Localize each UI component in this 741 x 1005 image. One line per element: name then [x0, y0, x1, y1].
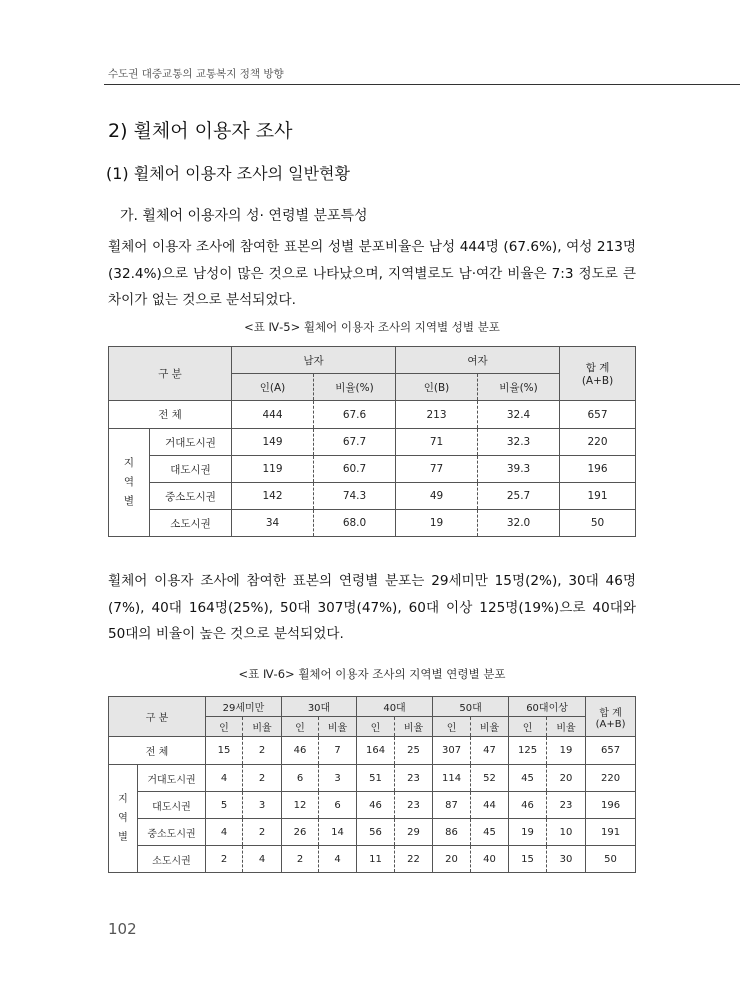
total-header: [586, 697, 636, 737]
table-cell: 4: [206, 765, 243, 792]
table-cell: 5: [206, 792, 243, 819]
table-cell: 87: [433, 792, 471, 819]
page-number: 102: [108, 920, 137, 938]
region-group-label: [109, 765, 138, 873]
paragraph-gender: 휠체어 이용자 조사에 참여한 표본의 성별 분포비율은 남성 444명 (67.6%), 여성 213명 (32.4%)으로 남성이 많은 것으로 나타났으며, 지역별로도 남·여간 비율은 7:3 정도로 큰 차이가 없는 것으로 분석되었다.: [108, 239, 636, 308]
row-label: 전 체: [109, 737, 206, 765]
table-cell: 196: [586, 792, 636, 819]
col-group-header: 구 분: [109, 697, 206, 737]
table-cell: 40: [471, 846, 509, 873]
subsection-title: (1) 휠체어 이용자 조사의 일반현황: [106, 164, 350, 183]
col-group-header: 구 분: [109, 347, 232, 401]
table-cell: 15: [509, 846, 547, 873]
total-header-line1: 합 계: [599, 707, 622, 719]
table-cell: 29: [395, 819, 433, 846]
table-cell: 149: [232, 429, 314, 456]
table-cell: 45: [509, 765, 547, 792]
age-distribution-table: [108, 696, 636, 873]
section-title: 2) 휠체어 이용자 조사: [108, 120, 293, 142]
table-cell: 2: [243, 819, 282, 846]
table-cell: 20: [433, 846, 471, 873]
table-cell: 45: [471, 819, 509, 846]
row-label: 대도시권: [138, 792, 206, 819]
female-header: 여자: [396, 347, 560, 374]
table-row: [109, 819, 636, 846]
running-head: 수도권 대중교통의 교통복지 정책 방향: [108, 68, 284, 80]
table-cell: 32.4: [478, 401, 560, 429]
table-cell: 7: [319, 737, 357, 765]
paragraph-age: 휠체어 이용자 조사에 참여한 표본의 연령별 분포는 29세미만 15명(2%), 30대 46명(7%), 40대 164명(25%), 50대 307명(47%), 60대 이상 125명(19%)으로 40대와 50대의 비율이 높은 것으로 분석되었다.: [108, 573, 636, 642]
table-cell: 25.7: [478, 483, 560, 510]
count-header: 인: [433, 717, 471, 737]
count-header: 인: [282, 717, 319, 737]
table-cell: 14: [319, 819, 357, 846]
table-cell: 25: [395, 737, 433, 765]
table-cell: 2: [243, 765, 282, 792]
age-group-header: 60대이상: [509, 697, 586, 717]
table-cell: 32.3: [478, 429, 560, 456]
male-header: 남자: [232, 347, 396, 374]
pct-header: 비율: [319, 717, 357, 737]
table-cell: 4: [243, 846, 282, 873]
table-cell: 119: [232, 456, 314, 483]
region-char: 지: [123, 457, 135, 469]
table-cell: 125: [509, 737, 547, 765]
region-char: 별: [118, 832, 128, 843]
table-cell: 196: [560, 456, 636, 483]
gender-distribution-table: [108, 346, 636, 537]
table-row: [109, 401, 636, 429]
table-cell: 68.0: [314, 510, 396, 537]
table-cell: 12: [282, 792, 319, 819]
table-cell: 6: [319, 792, 357, 819]
table-cell: 6: [282, 765, 319, 792]
table-cell: 22: [395, 846, 433, 873]
total-header-line2: (A+B): [581, 375, 614, 387]
table-cell: 44: [471, 792, 509, 819]
table-cell: 50: [586, 846, 636, 873]
table-cell: 32.0: [478, 510, 560, 537]
table-cell: 191: [586, 819, 636, 846]
table-row: [109, 456, 636, 483]
region-char: 지: [118, 794, 128, 805]
region-group-label: [109, 429, 150, 537]
table-cell: 3: [243, 792, 282, 819]
table-cell: 20: [547, 765, 586, 792]
table-cell: 49: [396, 483, 478, 510]
table-cell: 657: [586, 737, 636, 765]
age-group-header: 40대: [357, 697, 433, 717]
row-label: 중소도시권: [150, 483, 232, 510]
table-cell: 4: [319, 846, 357, 873]
total-header: [560, 347, 636, 401]
table-cell: 67.6: [314, 401, 396, 429]
table-cell: 30: [547, 846, 586, 873]
table-cell: 142: [232, 483, 314, 510]
region-char: 역: [118, 813, 128, 824]
table-cell: 164: [357, 737, 395, 765]
table-cell: 19: [396, 510, 478, 537]
age-group-header: 30대: [282, 697, 357, 717]
table-row: [109, 483, 636, 510]
age-group-header: 50대: [433, 697, 509, 717]
table-cell: 86: [433, 819, 471, 846]
table-cell: 46: [282, 737, 319, 765]
table2-caption: <표 Ⅳ-6> 휠체어 이용자 조사의 지역별 연령별 분포: [238, 667, 506, 681]
table-row: [109, 429, 636, 456]
pct-header: 비율: [243, 717, 282, 737]
table-cell: 307: [433, 737, 471, 765]
count-header: 인: [357, 717, 395, 737]
table-cell: 10: [547, 819, 586, 846]
count-header: 인: [509, 717, 547, 737]
table-cell: 56: [357, 819, 395, 846]
female-count-header: 인(B): [396, 374, 478, 401]
table-row: [109, 737, 636, 765]
table-cell: 657: [560, 401, 636, 429]
row-label: 소도시권: [138, 846, 206, 873]
row-label: 전 체: [109, 401, 232, 429]
table-cell: 34: [232, 510, 314, 537]
table-cell: 50: [560, 510, 636, 537]
table-cell: 444: [232, 401, 314, 429]
male-pct-header: 비율(%): [314, 374, 396, 401]
table-cell: 74.3: [314, 483, 396, 510]
table-cell: 2: [282, 846, 319, 873]
table-cell: 220: [586, 765, 636, 792]
count-header: 인: [206, 717, 243, 737]
table-cell: 220: [560, 429, 636, 456]
table-row: [109, 792, 636, 819]
table-cell: 26: [282, 819, 319, 846]
pct-header: 비율: [395, 717, 433, 737]
table-cell: 23: [395, 792, 433, 819]
table-row: [109, 510, 636, 537]
table1-caption: <표 Ⅳ-5> 휠체어 이용자 조사의 지역별 성별 분포: [244, 320, 500, 334]
female-pct-header: 비율(%): [478, 374, 560, 401]
table-cell: 60.7: [314, 456, 396, 483]
row-label: 거대도시권: [150, 429, 232, 456]
table-cell: 51: [357, 765, 395, 792]
total-header-line1: 합 계: [585, 362, 610, 374]
table-cell: 213: [396, 401, 478, 429]
row-label: 중소도시권: [138, 819, 206, 846]
table-cell: 3: [319, 765, 357, 792]
table-cell: 52: [471, 765, 509, 792]
total-header-line2: (A+B): [595, 718, 626, 730]
table-cell: 19: [547, 737, 586, 765]
table-cell: 191: [560, 483, 636, 510]
row-label: 거대도시권: [138, 765, 206, 792]
male-count-header: 인(A): [232, 374, 314, 401]
row-label: 대도시권: [150, 456, 232, 483]
table-cell: 67.7: [314, 429, 396, 456]
table-cell: 77: [396, 456, 478, 483]
table-cell: 19: [509, 819, 547, 846]
pct-header: 비율: [547, 717, 586, 737]
table-cell: 15: [206, 737, 243, 765]
subsubsection-title: 가. 휠체어 이용자의 성· 연령별 분포특성: [120, 208, 368, 224]
table-cell: 39.3: [478, 456, 560, 483]
table-cell: 2: [206, 846, 243, 873]
table-cell: 46: [357, 792, 395, 819]
table-cell: 23: [395, 765, 433, 792]
table-cell: 23: [547, 792, 586, 819]
table-row: [109, 846, 636, 873]
table-cell: 11: [357, 846, 395, 873]
table-cell: 71: [396, 429, 478, 456]
table-row: [109, 765, 636, 792]
table-cell: 4: [206, 819, 243, 846]
table-cell: 46: [509, 792, 547, 819]
row-label: 소도시권: [150, 510, 232, 537]
table-cell: 2: [243, 737, 282, 765]
region-char: 역: [123, 476, 135, 488]
table-cell: 114: [433, 765, 471, 792]
age-group-header: 29세미만: [206, 697, 282, 717]
pct-header: 비율: [471, 717, 509, 737]
header-rule: [104, 84, 740, 85]
region-char: 별: [123, 495, 135, 507]
table-cell: 47: [471, 737, 509, 765]
